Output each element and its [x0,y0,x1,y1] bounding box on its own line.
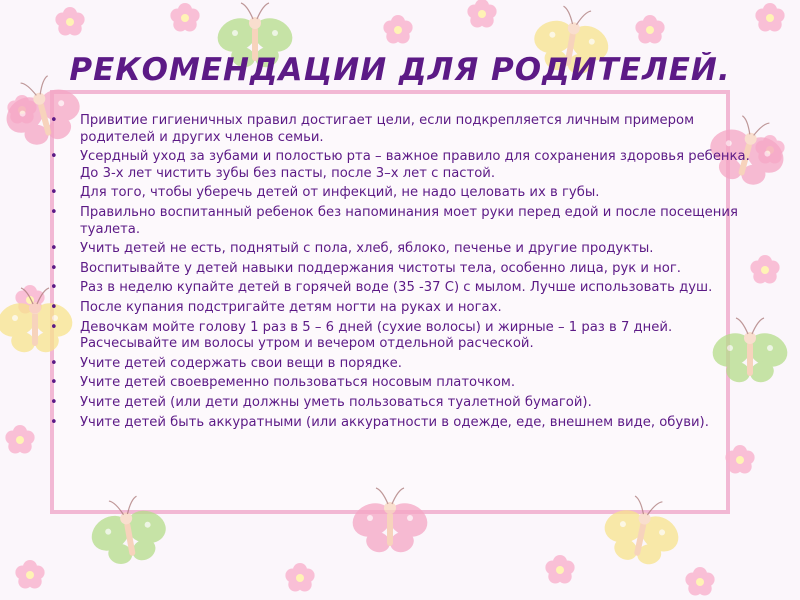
list-item [50,113,770,146]
bullet-dot: • [50,113,58,128]
bullet-dot: • [50,185,58,201]
bullet-dot: • [50,355,58,371]
list-item-text: Девочкам мойте голову 1 раз в 5 – 6 дней (сухие волосы) и жирные – 1 раз в 7 дней. Расчесывайте им волосы утром и вечером отдельной расческой. [80,319,673,352]
list-item-text: Раз в неделю купайте детей в горячей воде (35 -37 С) с мылом. Лучше использовать душ. [80,280,713,296]
list-item [50,395,770,412]
list-item [50,149,770,182]
list-item-text: Правильно воспитанный ребенок без напоминания моет руки перед едой и после посещения туалета. [80,204,738,237]
list-item [50,261,770,278]
bullet-dot: • [50,149,58,165]
bullet-dot: • [50,375,58,391]
list-item [50,415,770,432]
list-item-text: Учите детей своевременно пользоваться носовым платочком. [80,375,516,391]
slide-title: РЕКОМЕНДАЦИИ ДЛЯ РОДИТЕЛЕЙ. [69,52,731,88]
bullet-dot: • [50,394,58,410]
list-item [50,241,770,258]
list-item [50,375,770,392]
list-item [50,356,770,373]
bullet-dot: • [50,319,58,335]
bullet-dot: • [50,414,58,430]
list-item [50,205,770,238]
list-item-text: Привитие гигиеничных правил достигает цели, если подкрепляется личным примером родителей и других членов семьи. [80,113,695,145]
bullet-dot: • [50,299,58,315]
bullet-dot: • [50,280,58,296]
bullet-dot: • [50,260,58,276]
list-item-text: Учите детей (или дети должны уметь пользоваться туалетной бумагой). [80,394,592,410]
list-item [50,185,770,202]
bullet-dot: • [50,241,58,257]
recommendations-list [50,113,770,434]
list-item-text: Усердный уход за зубами и полостью рта – важное правило для сохранения здоровья ребенка. До 3-х лет чистить зубы без пасты, после 3–х лет с пастой. [80,149,750,181]
list-item-text: Учите детей быть аккуратными (или аккуратности в одежде, еде, внешнем виде, обуви). [80,414,709,430]
list-item [50,320,770,353]
list-item-text: Для того, чтобы уберечь детей от инфекций, не надо целовать их в губы. [80,185,600,201]
list-item-text: После купания подстригайте детям ногти на руках и ногах. [80,299,502,315]
list-item-text: Воспитывайте у детей навыки поддержания чистоты тела, особенно лица, рук и ног. [80,260,681,276]
list-item-text: Учить детей не есть, поднятый с пола, хлеб, яблоко, печенье и другие продукты. [80,241,654,257]
list-item [50,300,770,317]
list-item-text: Учите детей содержать свои вещи в порядке. [80,355,402,371]
bullet-dot: • [50,204,58,220]
list-item [50,280,770,297]
